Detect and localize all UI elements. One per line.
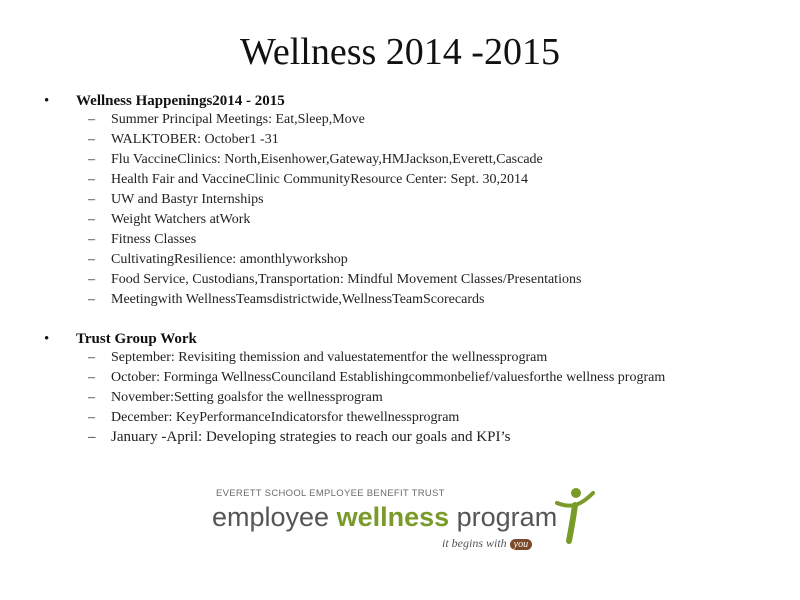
- list-item-text: October: Forminga WellnessCounciland Establishingcommonbelief/valuesforthe wellness program: [111, 370, 666, 385]
- dash-icon: –: [88, 112, 95, 127]
- list-item-text: Food Service, Custodians,Transportation: Mindful Movement Classes/Presentations: [111, 272, 582, 287]
- list-item-text: January -April: Developing strategies to reach our goals and KPI’s: [111, 429, 511, 445]
- list-item: [40, 112, 760, 127]
- section-heading: [40, 328, 760, 350]
- bullet-icon: •: [44, 331, 50, 347]
- dash-icon: –: [88, 292, 95, 307]
- list-item-text: Flu VaccineClinics: North,Eisenhower,Gateway,HMJackson,Everett,Cascade: [111, 152, 543, 167]
- bullet-icon: •: [44, 93, 50, 109]
- dash-icon: –: [88, 152, 95, 167]
- sub-list: [40, 112, 760, 307]
- logo-name-part1: employee: [212, 502, 337, 532]
- list-item-text: CultivatingResilience: amonthlyworkshop: [111, 252, 348, 267]
- section-heading-text: Wellness Happenings2014 - 2015: [76, 93, 285, 109]
- list-item: [40, 172, 760, 187]
- list-item: [40, 272, 760, 287]
- list-item-text: Meetingwith WellnessTeamsdistrictwide,WellnessTeamScorecards: [111, 292, 485, 307]
- list-item: [40, 132, 760, 147]
- list-item: [40, 212, 760, 227]
- section-trust-group-work: [40, 328, 760, 450]
- logo-tagline-text: it begins with: [442, 536, 507, 550]
- logo-tagline-badge: you: [510, 539, 532, 550]
- list-item: [40, 370, 760, 385]
- dash-icon: –: [88, 370, 95, 385]
- dash-icon: –: [88, 132, 95, 147]
- page-title: Wellness 2014 -2015: [240, 31, 560, 73]
- dash-icon: –: [88, 192, 95, 207]
- list-item: [40, 292, 760, 307]
- logo-org-name: EVERETT SCHOOL EMPLOYEE BENEFIT TRUST: [216, 488, 445, 499]
- list-item: [40, 390, 760, 405]
- list-item-text: Health Fair and VaccineClinic CommunityResource Center: Sept. 30,2014: [111, 172, 528, 187]
- logo-tagline: [442, 536, 532, 551]
- list-item: [40, 410, 760, 425]
- logo-program-name: [212, 502, 557, 533]
- person-figure-icon: [555, 485, 595, 545]
- list-item-text: December: KeyPerformanceIndicatorsfor thewellnessprogram: [111, 410, 460, 425]
- list-item-text: September: Revisiting themission and valuestatementfor the wellnessprogram: [111, 350, 548, 365]
- dash-icon: –: [88, 172, 95, 187]
- dash-icon: –: [88, 350, 95, 365]
- list-item-text: UW and Bastyr Internships: [111, 192, 264, 207]
- dash-icon: –: [88, 429, 96, 445]
- dash-icon: –: [88, 410, 95, 425]
- list-item: [40, 430, 760, 445]
- dash-icon: –: [88, 272, 95, 287]
- dash-icon: –: [88, 390, 95, 405]
- dash-icon: –: [88, 252, 95, 267]
- logo-name-part3: program: [449, 502, 558, 532]
- section-wellness-happenings: [40, 90, 760, 312]
- logo-name-accent: wellness: [336, 502, 450, 532]
- section-heading: [40, 90, 760, 112]
- list-item: [40, 152, 760, 167]
- list-item-text: WALKTOBER: October1 -31: [111, 132, 279, 147]
- list-item: [40, 350, 760, 365]
- list-item: [40, 192, 760, 207]
- sub-list: [40, 350, 760, 445]
- list-item-text: Weight Watchers atWork: [111, 212, 251, 227]
- list-item: [40, 252, 760, 267]
- list-item: [40, 232, 760, 247]
- dash-icon: –: [88, 212, 95, 227]
- list-item-text: November:Setting goalsfor the wellnessprogram: [111, 390, 383, 405]
- list-item-text: Fitness Classes: [111, 232, 197, 247]
- list-item-text: Summer Principal Meetings: Eat,Sleep,Move: [111, 112, 365, 127]
- section-heading-text: Trust Group Work: [76, 331, 197, 347]
- wellness-program-logo: [210, 488, 590, 558]
- dash-icon: –: [88, 232, 95, 247]
